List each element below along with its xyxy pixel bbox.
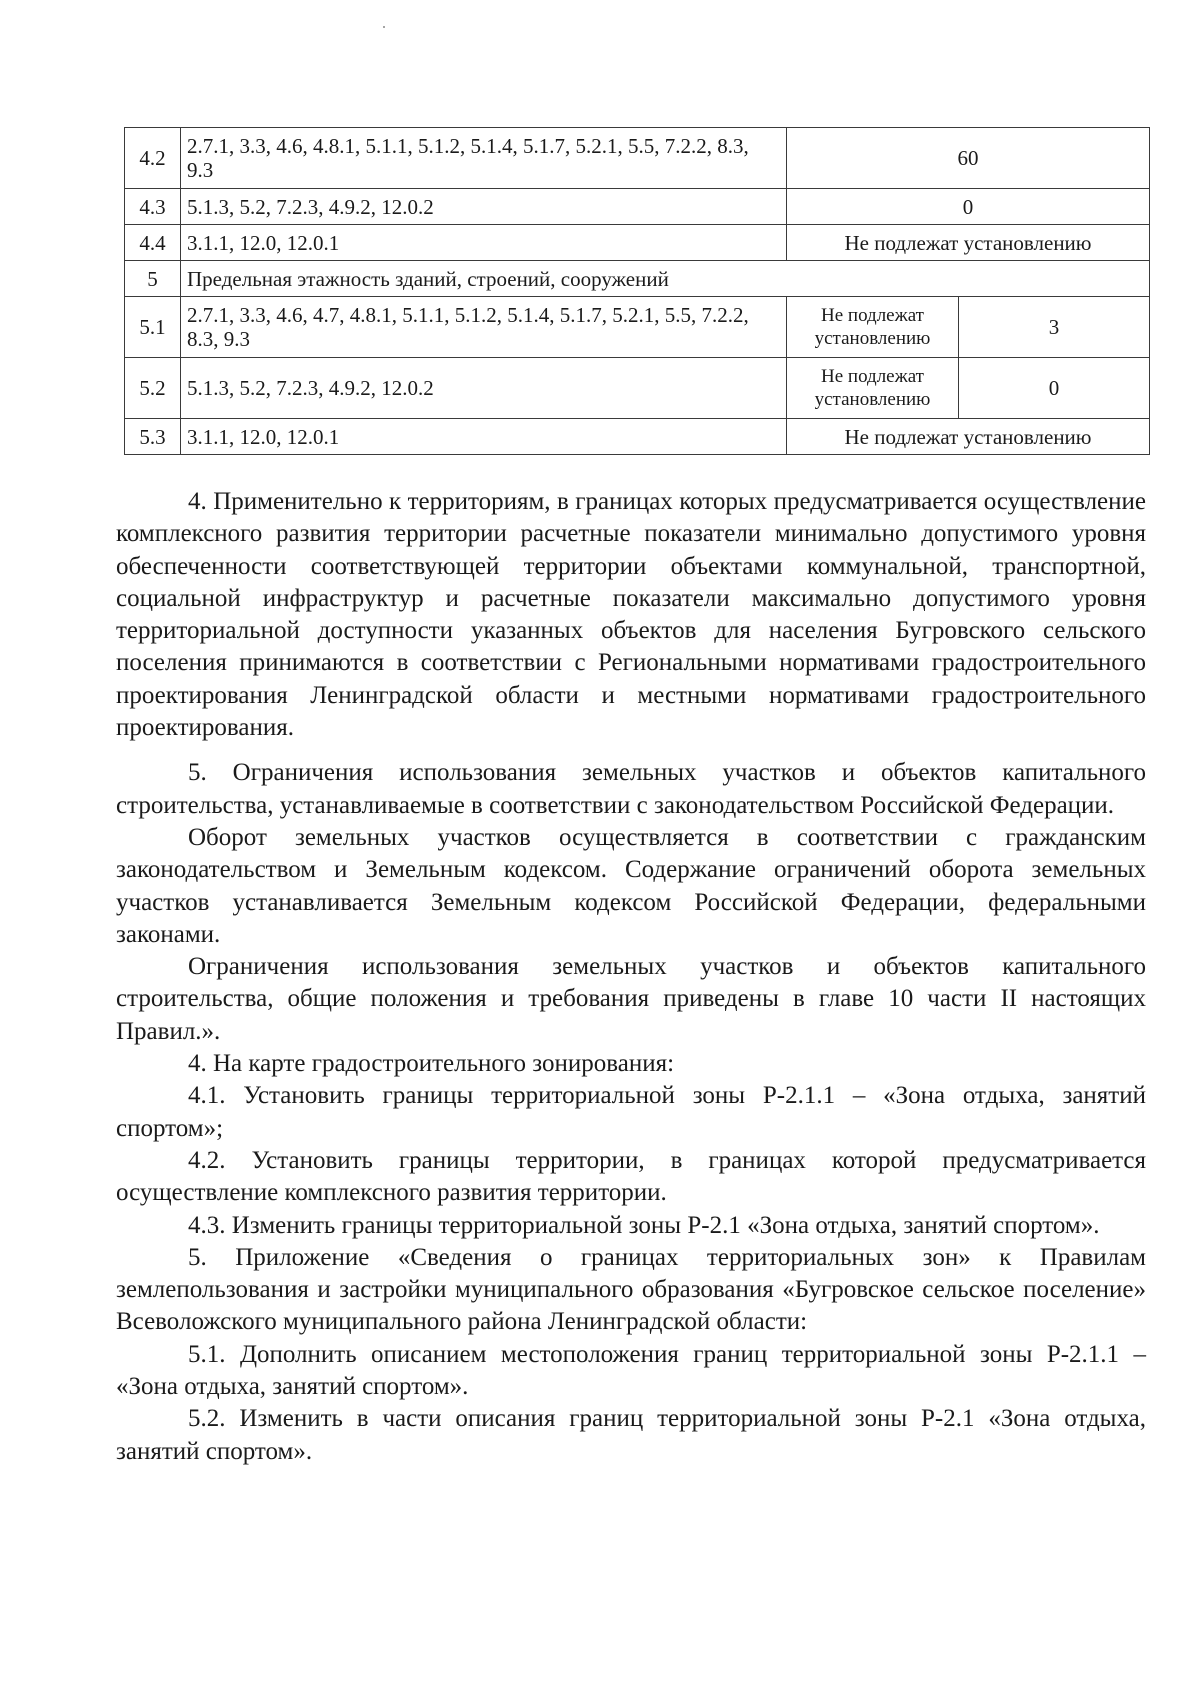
scan-speck <box>383 26 385 28</box>
table-row <box>125 128 1150 189</box>
paragraph: 4.3. Изменить границы территориальной зоны Р-2.1 «Зона отдыха, занятий спортом». <box>188 1211 1100 1239</box>
table-row <box>125 225 1150 261</box>
row-value-b: 0 <box>959 358 1150 419</box>
paragraph: Оборот земельных участков осуществляется в соответствии с гражданским законодательством и Земельным кодексом. Содержание ограничений оборота земельных участков устанавливается Земельным кодексом Российской Федерации, федеральными законами. <box>116 823 1146 948</box>
row-codes: 3.1.1, 12.0, 12.0.1 <box>181 419 787 455</box>
row-value: Не подлежат установлению <box>787 419 1150 455</box>
table-row <box>125 189 1150 225</box>
row-heading: Предельная этажность зданий, строений, сооружений <box>181 261 1150 297</box>
row-codes: 3.1.1, 12.0, 12.0.1 <box>181 225 787 261</box>
table-row <box>125 261 1150 297</box>
row-number: 5 <box>125 261 181 297</box>
row-number: 5.2 <box>125 358 181 419</box>
row-codes: 2.7.1, 3.3, 4.6, 4.7, 4.8.1, 5.1.1, 5.1.2, 5.1.4, 5.1.7, 5.2.1, 5.5, 7.2.2, 8.3, 9.3 <box>181 297 787 358</box>
row-value-a: Не подлежат установлению <box>787 297 959 358</box>
paragraph: 4.1. Установить границы территориальной зоны Р-2.1.1 – «Зона отдыха, занятий спортом»; <box>116 1082 1146 1142</box>
row-value-b: 3 <box>959 297 1150 358</box>
row-value: Не подлежат установлению <box>787 225 1150 261</box>
row-codes: 5.1.3, 5.2, 7.2.3, 4.9.2, 12.0.2 <box>181 189 787 225</box>
paragraph: Ограничения использования земельных участков и объектов капитального строительства, общие положения и требования приведены в главе 10 части II настоящих Правил.». <box>116 953 1146 1045</box>
body-text <box>116 486 1146 1468</box>
row-number: 4.3 <box>125 189 181 225</box>
paragraph: 5. Приложение «Сведения о границах территориальных зон» к Правилам землепользования и застройки муниципального образования «Бугровское сельское поселение» Всеволожского муниципального района Ленинградской области: <box>116 1243 1146 1336</box>
table-row <box>125 419 1150 455</box>
table-row <box>125 358 1150 419</box>
row-value-a: Не подлежат установлению <box>787 358 959 419</box>
row-number: 5.3 <box>125 419 181 455</box>
table-row <box>125 297 1150 358</box>
row-number: 4.4 <box>125 225 181 261</box>
row-number: 4.2 <box>125 128 181 189</box>
row-codes: 2.7.1, 3.3, 4.6, 4.8.1, 5.1.1, 5.1.2, 5.1.4, 5.1.7, 5.2.1, 5.5, 7.2.2, 8.3, 9.3 <box>181 128 787 189</box>
parameters-table <box>124 127 1150 455</box>
paragraph: 5.1. Дополнить описанием местоположения границ территориальной зоны Р-2.1.1 – «Зона отдыха, занятий спортом». <box>116 1340 1146 1401</box>
paragraph: 4. Применительно к территориям, в границах которых предусматривается осуществление комплексного развития территории расчетные показатели минимально допустимого уровня обеспеченности соответствующей территории объектами коммунальной, транспортной, социальной инфраструктур и расчетные показатели максимально допустимого уровня территориальной доступности указанных объектов для населения Бугровского сельского поселения принимаются в соответствии с Региональными нормативами градостроительного проектирования Ленинградской области и местными нормативами градостроительного проектирования. <box>116 488 1146 742</box>
row-value: 0 <box>787 189 1150 225</box>
row-value: 60 <box>787 128 1150 189</box>
paragraph: 5. Ограничения использования земельных участков и объектов капитального строительства, устанавливаемые в соответствии с законодательством Российской Федерации. <box>116 759 1146 819</box>
paragraph: 5.2. Изменить в части описания границ территориальной зоны Р-2.1 «Зона отдыха, занятий спортом». <box>116 1405 1146 1465</box>
paragraph: 4.2. Установить границы территории, в границах которой предусматривается осуществление комплексного развития территории. <box>116 1146 1146 1207</box>
row-number: 5.1 <box>125 297 181 358</box>
paragraph: 4. На карте градостроительного зонирования: <box>188 1050 675 1078</box>
row-codes: 5.1.3, 5.2, 7.2.3, 4.9.2, 12.0.2 <box>181 358 787 419</box>
